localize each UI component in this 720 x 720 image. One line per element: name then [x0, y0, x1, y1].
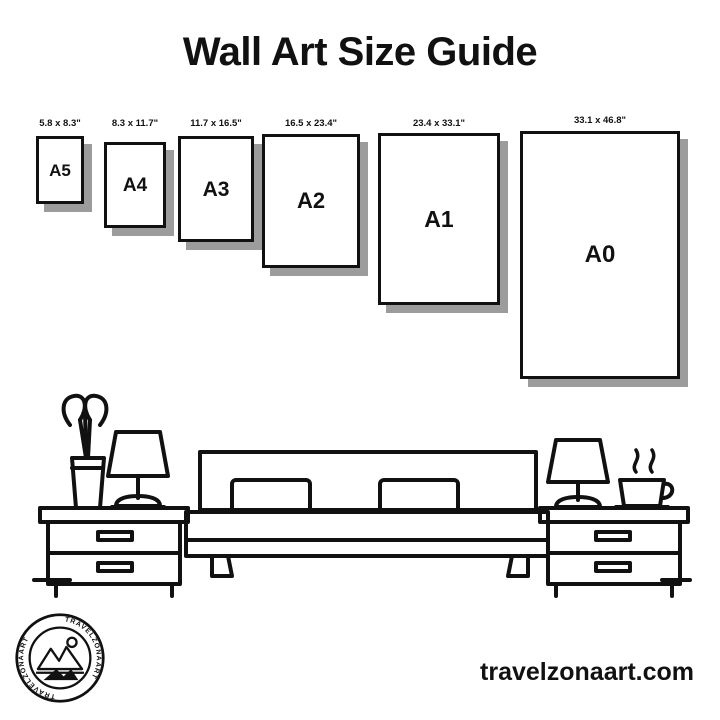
frame-box	[520, 131, 680, 379]
frame-label: A5	[49, 160, 71, 180]
frame-a5	[36, 118, 84, 204]
frame-box	[178, 136, 254, 242]
bed	[186, 452, 548, 576]
frame-box	[378, 133, 500, 305]
frame-a0	[520, 115, 680, 379]
page-title: Wall Art Size Guide	[182, 30, 538, 74]
right-table-lamp	[548, 440, 608, 508]
frame-box	[36, 136, 84, 204]
frame-a4	[104, 118, 166, 228]
frame-label: A4	[122, 174, 148, 196]
coffee-cup	[616, 450, 672, 507]
logo-arc-text-bottom: TRAVELZONAART	[18, 635, 56, 700]
frame-label: A1	[424, 205, 454, 232]
frame-label: A2	[296, 188, 326, 213]
frame-a2	[262, 118, 360, 268]
frame-dimension-label: 23.4 x 33.1"	[412, 118, 466, 129]
frame-label: A0	[584, 241, 616, 268]
logo-arc-text-top: TRAVELZONAART	[64, 616, 102, 681]
frame-box	[262, 134, 360, 268]
right-nightstand	[540, 508, 688, 596]
frame-label: A3	[202, 177, 230, 201]
left-nightstand	[40, 508, 188, 596]
frame-dimension-label: 5.8 x 8.3"	[39, 118, 81, 129]
frame-dimension-label: 33.1 x 46.8"	[573, 115, 627, 126]
frame-dimension-label: 16.5 x 23.4"	[284, 118, 338, 129]
frame-a1	[378, 118, 500, 305]
mountain-icon	[36, 638, 84, 680]
left-table-lamp	[108, 432, 168, 507]
potted-plant	[64, 396, 107, 508]
bedroom-illustration	[0, 380, 720, 610]
frame-dimension-label: 8.3 x 11.7"	[111, 118, 159, 129]
svg-text:TRAVELZONAART	[18, 636, 56, 700]
frame-box	[104, 142, 166, 228]
frame-dimension-label: 11.7 x 16.5"	[190, 118, 242, 129]
frame-a3	[178, 118, 254, 242]
website-url: travelzonaart.com	[480, 658, 694, 686]
brand-logo	[14, 612, 106, 704]
